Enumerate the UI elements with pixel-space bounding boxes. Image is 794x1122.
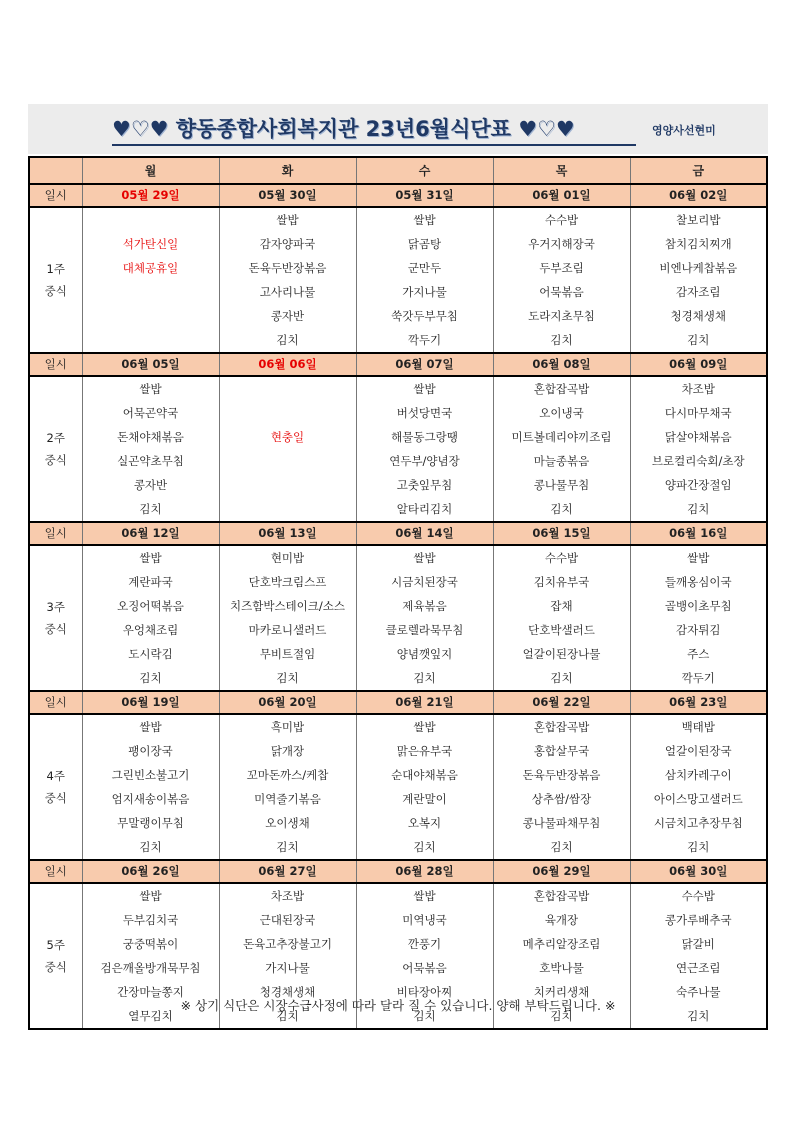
menu-item: 순대야채볶음: [391, 768, 458, 782]
menu-item: 실곤약초무침: [117, 454, 184, 468]
menu-item: 제육볶음: [402, 599, 447, 613]
menu-item: 양념깻잎지: [396, 647, 453, 661]
menu-item: 쌀밥: [413, 213, 436, 227]
menu-item: [220, 473, 356, 497]
menu-item: 주스: [687, 647, 710, 661]
menu-item: 가지나물: [402, 285, 447, 299]
menu-item: 김치: [687, 502, 710, 516]
day-menu-cell: [630, 376, 767, 522]
header-day-fri: 금: [630, 157, 767, 184]
menu-item: 고사리나물: [259, 285, 316, 299]
date-row-label: 일시: [29, 184, 82, 207]
menu-item: [83, 304, 219, 328]
menu-item: 무말랭이무침: [117, 816, 184, 830]
day-menu-cell: [219, 207, 356, 353]
menu-item: 도라지초무침: [528, 309, 595, 323]
menu-item: 브로컬리숙회/초장: [651, 454, 745, 468]
menu-item: 가지나물: [265, 961, 310, 975]
menu-item: 닭갈비: [681, 937, 715, 951]
header-day-thu: 목: [493, 157, 630, 184]
menu-item: 미역줄기볶음: [254, 792, 321, 806]
menu-item: 미트볼데리야끼조림: [511, 430, 612, 444]
date-cell: 05월 31일: [356, 184, 493, 207]
date-cell: 05월 30일: [219, 184, 356, 207]
menu-item: 다시마무채국: [664, 406, 732, 420]
menu-item: 엄지새송이볶음: [111, 792, 190, 806]
meal-type: 중식: [44, 453, 67, 467]
menu-item: 군만두: [407, 261, 442, 275]
menu-item: 콩나물무침: [533, 478, 590, 492]
menu-item: 김치: [413, 671, 436, 685]
day-menu-cell: [356, 545, 493, 691]
menu-item: [220, 497, 356, 521]
menu-item: 콩가루배추국: [664, 913, 732, 927]
date-cell: 06월 16일: [630, 522, 767, 545]
day-menu-cell: [356, 714, 493, 860]
menu-item: 들깨옹심이국: [664, 575, 732, 589]
menu-item: 쌀밥: [413, 382, 436, 396]
header-corner: [29, 157, 82, 184]
menu-item: 콩나물파채무침: [522, 816, 601, 830]
day-menu-cell: [219, 545, 356, 691]
menu-item: 김치: [550, 502, 573, 516]
menu-item: 시금치된장국: [391, 575, 458, 589]
menu-item: 김치: [139, 502, 162, 516]
date-row-label: 일시: [29, 522, 82, 545]
menu-item: 비엔나케찹볶음: [659, 261, 738, 275]
week-number: 2주: [46, 431, 65, 445]
date-cell: 06월 14일: [356, 522, 493, 545]
menu-item: 석가탄신일: [122, 237, 179, 251]
menu-item: 돈육두반장볶음: [522, 768, 601, 782]
menu-item: 치커리생채: [533, 985, 590, 999]
menu-item: 백태밥: [681, 720, 715, 734]
date-cell: 06월 09일: [630, 353, 767, 376]
menu-item: 우엉채조림: [122, 623, 179, 637]
menu-item: 참치김치찌개: [664, 237, 732, 251]
menu-item: 고춧잎무침: [396, 478, 453, 492]
menu-item: 수수밥: [544, 213, 579, 227]
menu-item: 클로렐라묵무침: [385, 623, 464, 637]
menu-item: 쌀밥: [139, 551, 162, 565]
menu-item: 콩자반: [270, 309, 305, 323]
menu-item: 오징어떡볶음: [117, 599, 184, 613]
meal-type: 중식: [44, 960, 67, 974]
menu-item: 상추쌈/쌈장: [531, 792, 592, 806]
day-menu-cell: [356, 376, 493, 522]
menu-item: 잡채: [550, 599, 573, 613]
menu-item: 골뱅이초무침: [664, 599, 732, 613]
date-cell: 06월 28일: [356, 860, 493, 883]
date-cell: 06월 19일: [82, 691, 219, 714]
menu-item: 그린빈소불고기: [111, 768, 190, 782]
date-row: [29, 184, 767, 207]
menu-item: 오이냉국: [539, 406, 584, 420]
menu-item: 혼합잡곡밥: [533, 889, 590, 903]
date-cell: 06월 22일: [493, 691, 630, 714]
menu-item: 양파간장절임: [664, 478, 732, 492]
menu-item: 김치: [550, 333, 573, 347]
meal-type: 중식: [44, 284, 67, 298]
menu-item: 쌀밥: [413, 889, 436, 903]
menu-item: 시금치고추장무침: [653, 816, 743, 830]
menu-item: 두부김치국: [122, 913, 179, 927]
menu-item: 감자조림: [676, 285, 721, 299]
menu-item: 콩자반: [133, 478, 168, 492]
menu-item: [83, 208, 219, 232]
menu-item: 우거지해장국: [528, 237, 595, 251]
menu-item: [83, 280, 219, 304]
date-cell: 06월 13일: [219, 522, 356, 545]
menu-item: 어묵곤약국: [122, 406, 179, 420]
menu-item: 오복지: [407, 816, 442, 830]
menu-item: 깍두기: [681, 671, 715, 685]
week-number: 5주: [46, 938, 65, 952]
menu-item: 청경채생채: [670, 309, 727, 323]
menu-item: 어묵볶음: [402, 961, 447, 975]
meal-row: [29, 207, 767, 353]
date-cell: 06월 23일: [630, 691, 767, 714]
menu-item: 쌀밥: [413, 720, 436, 734]
menu-item: 쌀밥: [276, 213, 299, 227]
day-menu-cell: [493, 545, 630, 691]
date-row: [29, 860, 767, 883]
day-menu-cell: [630, 714, 767, 860]
week-label: [29, 545, 82, 691]
day-menu-cell: [630, 207, 767, 353]
menu-item: 김치: [550, 840, 573, 854]
menu-item: 간장마늘쫑지: [117, 985, 184, 999]
menu-item: 어묵볶음: [539, 285, 584, 299]
menu-item: 오이생채: [265, 816, 310, 830]
menu-item: 얼갈이된장나물: [522, 647, 601, 661]
date-row-label: 일시: [29, 860, 82, 883]
date-cell: 05월 29일: [82, 184, 219, 207]
week-label: [29, 714, 82, 860]
day-menu-cell: [493, 207, 630, 353]
day-menu-cell: [493, 376, 630, 522]
menu-item: 열무김치: [128, 1009, 173, 1023]
menu-item: 버섯당면국: [396, 406, 453, 420]
menu-item: 숙주나물: [676, 985, 721, 999]
menu-item: 삼치카레구이: [664, 768, 732, 782]
menu-item: 돈채야채볶음: [117, 430, 184, 444]
menu-item: 치즈함박스테이크/소스: [230, 599, 345, 613]
menu-table: [28, 156, 768, 1030]
date-cell: 06월 08일: [493, 353, 630, 376]
menu-item: 김치: [550, 671, 573, 685]
menu-item: 김치유부국: [533, 575, 590, 589]
day-menu-cell: [630, 545, 767, 691]
menu-item: 수수밥: [544, 551, 579, 565]
menu-item: 김치: [139, 840, 162, 854]
menu-item: 김치: [687, 1009, 710, 1023]
menu-item: 대체공휴일: [122, 261, 179, 275]
menu-item: [220, 449, 356, 473]
menu-item: 현충일: [270, 430, 305, 444]
menu-item: 계란파국: [128, 575, 173, 589]
menu-item: 연근조림: [676, 961, 721, 975]
page-title: ♥♡♥ 향동종합사회복지관 23년6월식단표 ♥♡♥: [112, 116, 636, 146]
menu-item: 김치: [276, 1009, 299, 1023]
menu-item: 검은깨올방개묵무침: [100, 961, 201, 975]
day-header-row: [29, 157, 767, 184]
meal-type: 중식: [44, 622, 67, 636]
menu-item: 쌀밥: [413, 551, 436, 565]
menu-item: 혼합잡곡밥: [533, 382, 590, 396]
menu-item: 호박나물: [539, 961, 584, 975]
date-row: [29, 522, 767, 545]
menu-item: 쌀밥: [687, 551, 710, 565]
menu-item: 단호박크림스프: [248, 575, 327, 589]
day-menu-cell: [82, 714, 219, 860]
header-day-tue: 화: [219, 157, 356, 184]
menu-item: 김치: [413, 840, 436, 854]
menu-item: 김치: [687, 840, 710, 854]
day-menu-cell: [219, 714, 356, 860]
week-number: 3주: [46, 600, 65, 614]
date-row-label: 일시: [29, 353, 82, 376]
menu-item: 팽이장국: [128, 744, 173, 758]
menu-item: 김치: [276, 333, 299, 347]
menu-item: 돈육고추장불고기: [243, 937, 332, 951]
menu-item: 깐풍기: [407, 937, 442, 951]
date-cell: 06월 20일: [219, 691, 356, 714]
date-cell: 06월 01일: [493, 184, 630, 207]
week-label: [29, 207, 82, 353]
footer-note: ※ 상기 식단은 시장수급사정에 따라 달라 질 수 있습니다. 양해 부탁드립니다. ※: [180, 998, 616, 1013]
day-menu-cell: [82, 207, 219, 353]
menu-item: 꼬마돈까스/케찹: [246, 768, 329, 782]
menu-item: 김치: [550, 1009, 573, 1023]
menu-item: 두부조림: [539, 261, 584, 275]
date-cell: 06월 06일: [219, 353, 356, 376]
date-cell: 06월 07일: [356, 353, 493, 376]
menu-item: 감자튀김: [676, 623, 721, 637]
menu-item: 근대된장국: [259, 913, 316, 927]
menu-item: 김치: [413, 1009, 436, 1023]
date-row: [29, 691, 767, 714]
menu-item: [220, 377, 356, 401]
header-day-mon: 월: [82, 157, 219, 184]
menu-item: 미역냉국: [402, 913, 447, 927]
date-cell: 06월 26일: [82, 860, 219, 883]
menu-item: 쌀밥: [139, 889, 162, 903]
menu-item: 차조밥: [270, 889, 305, 903]
date-cell: 06월 12일: [82, 522, 219, 545]
author-label: 영양사선현미: [652, 124, 716, 137]
menu-item: 도시락김: [128, 647, 173, 661]
week-label: [29, 376, 82, 522]
menu-item: 비타장아찌: [396, 985, 453, 999]
menu-item: 감자양파국: [259, 237, 316, 251]
date-cell: 06월 21일: [356, 691, 493, 714]
menu-item: 육개장: [544, 913, 579, 927]
day-menu-cell: [219, 376, 356, 522]
date-cell: 06월 05일: [82, 353, 219, 376]
date-cell: 06월 02일: [630, 184, 767, 207]
menu-item: 닭곰탕: [407, 237, 442, 251]
meal-type: 중식: [44, 791, 67, 805]
date-cell: 06월 29일: [493, 860, 630, 883]
date-cell: 06월 27일: [219, 860, 356, 883]
menu-item: 해물동그랑땡: [391, 430, 458, 444]
week-number: 4주: [46, 769, 65, 783]
menu-item: 쌀밥: [139, 382, 162, 396]
menu-item: 찰보리밥: [676, 213, 721, 227]
menu-item: 마카로니샐러드: [248, 623, 327, 637]
date-cell: 06월 30일: [630, 860, 767, 883]
menu-item: 얼갈이된장국: [664, 744, 732, 758]
menu-item: 연두부/양념장: [389, 454, 460, 468]
menu-item: 메추리알장조림: [522, 937, 601, 951]
menu-item: 계란말이: [402, 792, 447, 806]
menu-item: 현미밥: [270, 551, 305, 565]
menu-item: 궁중떡볶이: [122, 937, 179, 951]
menu-item: 김치: [139, 671, 162, 685]
menu-item: 닭살야채볶음: [664, 430, 732, 444]
day-menu-cell: [82, 376, 219, 522]
menu-item: 김치: [276, 671, 299, 685]
menu-item: 김치: [276, 840, 299, 854]
day-menu-cell: [82, 545, 219, 691]
menu-item: 차조밥: [681, 382, 715, 396]
menu-item: 흑미밥: [270, 720, 305, 734]
day-menu-cell: [493, 714, 630, 860]
menu-item: 김치: [687, 333, 710, 347]
menu-item: 혼합잡곡밥: [533, 720, 590, 734]
menu-item: 쑥갓두부무침: [391, 309, 458, 323]
meal-row: [29, 376, 767, 522]
meal-row: [29, 545, 767, 691]
menu-item: 깍두기: [407, 333, 442, 347]
week-number: 1주: [46, 262, 65, 276]
menu-item: 아이스망고샐러드: [653, 792, 743, 806]
menu-item: 청경채생채: [259, 985, 316, 999]
menu-item: 홍합살무국: [533, 744, 590, 758]
menu-item: 맑은유부국: [396, 744, 453, 758]
menu-item: 단호박샐러드: [528, 623, 595, 637]
menu-item: 닭개장: [270, 744, 305, 758]
menu-item: 알타리김치: [396, 502, 453, 516]
day-menu-cell: [356, 207, 493, 353]
menu-item: 마늘종볶음: [533, 454, 590, 468]
menu-item: 쌀밥: [139, 720, 162, 734]
menu-item: 돈육두반장볶음: [248, 261, 327, 275]
menu-item: 수수밥: [681, 889, 715, 903]
date-row: [29, 353, 767, 376]
date-row-label: 일시: [29, 691, 82, 714]
meal-row: [29, 714, 767, 860]
menu-item: [83, 328, 219, 352]
date-cell: 06월 15일: [493, 522, 630, 545]
menu-item: [220, 401, 356, 425]
menu-item: 무비트절임: [259, 647, 316, 661]
header-day-wed: 수: [356, 157, 493, 184]
